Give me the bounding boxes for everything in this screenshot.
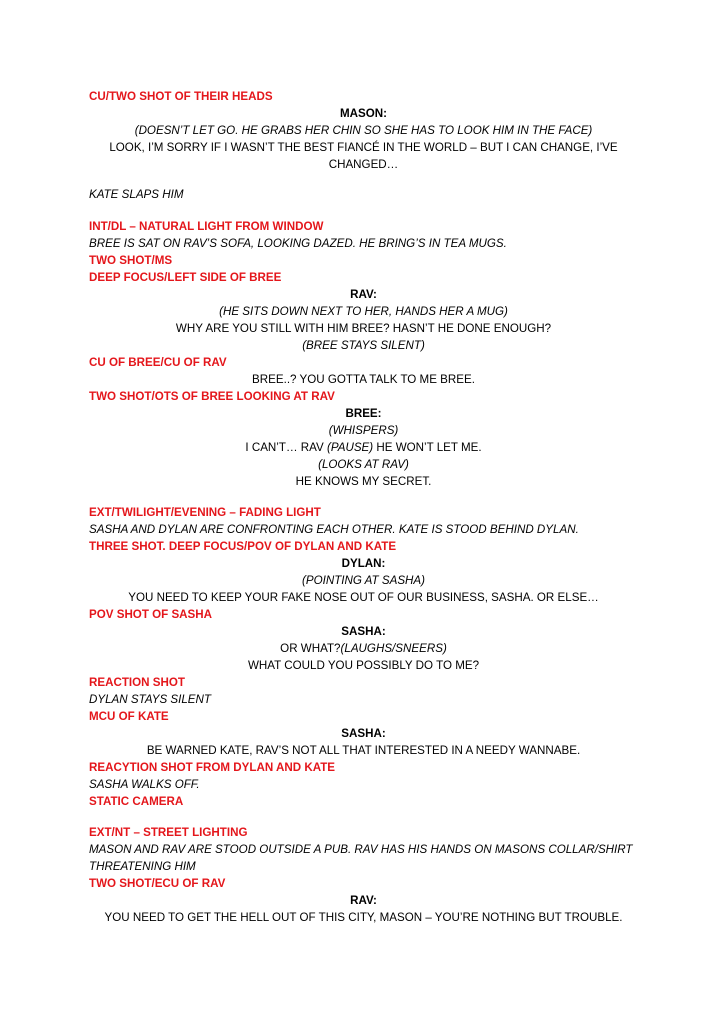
shot-heading: REACYTION SHOT FROM DYLAN AND KATE (89, 761, 336, 774)
dialogue: YOU NEED TO KEEP YOUR FAKE NOSE OUT OF OUR BUSINESS, SASHA. OR ELSE… (128, 591, 599, 604)
parenthetical: (PAUSE) (326, 441, 374, 454)
dialogue: I CAN’T… RAV (245, 441, 324, 454)
shot-heading: THREE SHOT. DEEP FOCUS/POV OF DYLAN AND KATE (89, 540, 397, 553)
dialogue: BE WARNED KATE, RAV’S NOT ALL THAT INTERESTED IN A NEEDY WANNABE. (146, 744, 581, 757)
dialogue: HE WON’T LET ME. (376, 441, 482, 454)
character-name: RAV: (350, 894, 377, 907)
scene-heading: INT/DL – NATURAL LIGHT FROM WINDOW (89, 220, 324, 233)
dialogue: WHAT COULD YOU POSSIBLY DO TO ME? (247, 659, 480, 672)
parenthetical: (POINTING AT SASHA) (301, 574, 426, 587)
action-line: BREE IS SAT ON RAV’S SOFA, LOOKING DAZED. HE BRING’S IN TEA MUGS. (89, 237, 507, 250)
action-line: THREATENING HIM (89, 860, 196, 873)
character-name: BREE: (345, 407, 382, 420)
dialogue: LOOK, I’M SORRY IF I WASN’T THE BEST FIANCÉ IN THE WORLD – BUT I CAN CHANGE, I’VE (109, 141, 618, 154)
shot-heading: DEEP FOCUS/LEFT SIDE OF BREE (89, 271, 282, 284)
shot-heading: TWO SHOT/ECU OF RAV (89, 877, 226, 890)
shot-heading: TWO SHOT/MS (89, 254, 173, 267)
character-name: MASON: (339, 107, 387, 120)
character-name: DYLAN: (341, 557, 386, 570)
shot-heading: MCU OF KATE (89, 710, 169, 723)
dialogue: YOU NEED TO GET THE HELL OUT OF THIS CITY, MASON – YOU’RE NOTHING BUT TROUBLE. (104, 911, 623, 924)
scene-heading: EXT/TWILIGHT/EVENING – FADING LIGHT (89, 506, 321, 519)
dialogue: WHY ARE YOU STILL WITH HIM BREE? HASN’T HE DONE ENOUGH? (175, 322, 552, 335)
parenthetical: (BREE STAYS SILENT) (302, 339, 425, 352)
shot-heading: REACTION SHOT (89, 676, 185, 689)
dialogue: HE KNOWS MY SECRET. (295, 475, 432, 488)
dialogue-line (89, 439, 638, 456)
dialogue-line (89, 640, 638, 657)
action-line: MASON AND RAV ARE STOOD OUTSIDE A PUB. RAV HAS HIS HANDS ON MASONS COLLAR/SHIRT (89, 843, 633, 856)
character-name: RAV: (350, 288, 377, 301)
scene-heading: EXT/NT – STREET LIGHTING (89, 826, 248, 839)
action-line: KATE SLAPS HIM (89, 188, 184, 201)
shot-heading: CU/TWO SHOT OF THEIR HEADS (89, 90, 273, 103)
action-line: SASHA AND DYLAN ARE CONFRONTING EACH OTHER. KATE IS STOOD BEHIND DYLAN. (89, 523, 579, 536)
shot-heading: TWO SHOT/OTS OF BREE LOOKING AT RAV (89, 390, 335, 403)
shot-heading: STATIC CAMERA (89, 795, 184, 808)
character-name: SASHA: (341, 625, 386, 638)
parenthetical: (LAUGHS/SNEERS) (340, 642, 447, 655)
shot-heading: POV SHOT OF SASHA (89, 608, 213, 621)
action-line: SASHA WALKS OFF. (89, 778, 200, 791)
parenthetical: (HE SITS DOWN NEXT TO HER, HANDS HER A MUG) (219, 305, 508, 318)
action-line: DYLAN STAYS SILENT (89, 693, 211, 706)
shot-heading: CU OF BREE/CU OF RAV (89, 356, 227, 369)
dialogue: OR WHAT? (280, 642, 341, 655)
parenthetical: (DOESN’T LET GO. HE GRABS HER CHIN SO SHE HAS TO LOOK HIM IN THE FACE) (134, 124, 593, 137)
dialogue: BREE..? YOU GOTTA TALK TO ME BREE. (252, 373, 475, 386)
character-name: SASHA: (341, 727, 386, 740)
parenthetical: (LOOKS AT RAV) (318, 458, 409, 471)
dialogue: CHANGED… (328, 158, 399, 171)
parenthetical: (WHISPERS) (328, 424, 399, 437)
